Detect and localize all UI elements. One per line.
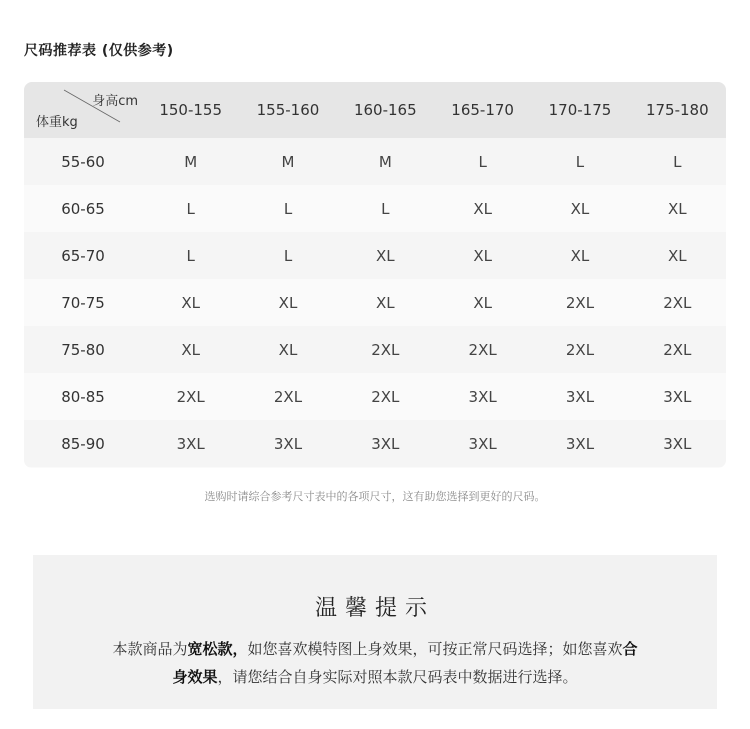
size-cell: 2XL [663,340,692,359]
size-cell: L [478,152,487,171]
column-header: 165-170 [451,101,514,119]
table-row [24,420,726,467]
tips-text: 本款商品为 [112,640,188,658]
size-cell: 2XL [565,293,595,312]
weight-cell: 80-85 [61,387,105,406]
size-cell: XL [570,246,590,265]
size-cell: XL [181,293,200,312]
size-cell: 3XL [468,387,497,406]
height-axis-label: 身高cm [92,94,138,109]
tips-line-1 [33,638,717,659]
weight-cell: 60-65 [61,199,105,218]
tips-panel [33,555,717,709]
size-cell: 3XL [176,434,205,453]
weight-cell: 70-75 [61,293,105,312]
size-cell: L [283,246,293,265]
column-header: 175-180 [645,101,709,119]
size-cell: XL [668,246,687,265]
size-cell: XL [570,199,590,218]
size-cell: 3XL [663,434,692,453]
tips-emphasis: 身效果 [172,668,218,686]
size-cell: 2XL [663,293,692,312]
table-row [24,373,726,420]
size-cell: XL [181,340,200,359]
column-header: 155-160 [256,101,320,119]
table-header-row [24,82,726,138]
size-cell: XL [473,246,492,265]
tips-text: 如您喜欢模特图上身效果，可按正常尺码选择；如您喜欢 [247,640,623,658]
size-cell: 3XL [565,387,595,406]
size-cell: 2XL [371,387,400,406]
tips-title: 温馨提示 [314,596,435,621]
weight-cell: 85-90 [61,434,105,453]
size-cell: 3XL [273,434,303,453]
size-cell: 2XL [176,387,205,406]
page-title: 尺码推荐表 (仅供参考) [24,43,174,59]
size-cell: 3XL [468,434,497,453]
weight-axis-label: 体重kg [36,115,78,130]
size-cell: XL [473,293,492,312]
size-cell: XL [278,340,298,359]
column-header: 150-155 [159,101,222,119]
size-cell: XL [473,199,492,218]
size-cell: 3XL [565,434,595,453]
size-cell: 2XL [371,340,400,359]
column-header: 170-175 [548,101,612,119]
size-chart-note: 选购时请综合参考尺寸表中的各项尺寸，这有助您选择到更好的尺码。 [204,490,546,503]
size-cell: M [184,152,198,171]
size-cell: XL [376,246,395,265]
table-row [24,326,726,373]
tips-line-2 [33,666,717,687]
size-cell: XL [278,293,298,312]
weight-cell: 75-80 [61,340,105,359]
size-cell: L [381,199,390,218]
table-row [24,138,726,185]
size-cell: L [575,152,585,171]
tips-emphasis: 宽松款， [187,640,248,658]
weight-cell: 65-70 [61,246,105,265]
table-row [24,279,726,326]
column-header: 160-165 [353,101,417,119]
weight-cell: 55-60 [61,152,105,171]
tips-emphasis: 合 [622,640,638,658]
table-row [24,232,726,279]
table-row [24,185,726,232]
size-cell: 2XL [273,387,303,406]
size-cell: XL [376,293,395,312]
size-cell: L [283,199,293,218]
size-chart-table [24,82,726,468]
size-cell: 3XL [371,434,400,453]
size-cell: L [186,199,195,218]
size-cell: 3XL [663,387,692,406]
size-cell: 2XL [565,340,595,359]
size-cell: XL [668,199,687,218]
size-cell: M [281,152,295,171]
size-cell: L [673,152,682,171]
size-cell: L [186,246,195,265]
size-cell: 2XL [468,340,497,359]
size-cell: M [378,152,392,171]
corner-header-cell [24,82,142,138]
tips-text: ，请您结合自身实际对照本款尺码表中数据进行选择。 [217,668,578,686]
